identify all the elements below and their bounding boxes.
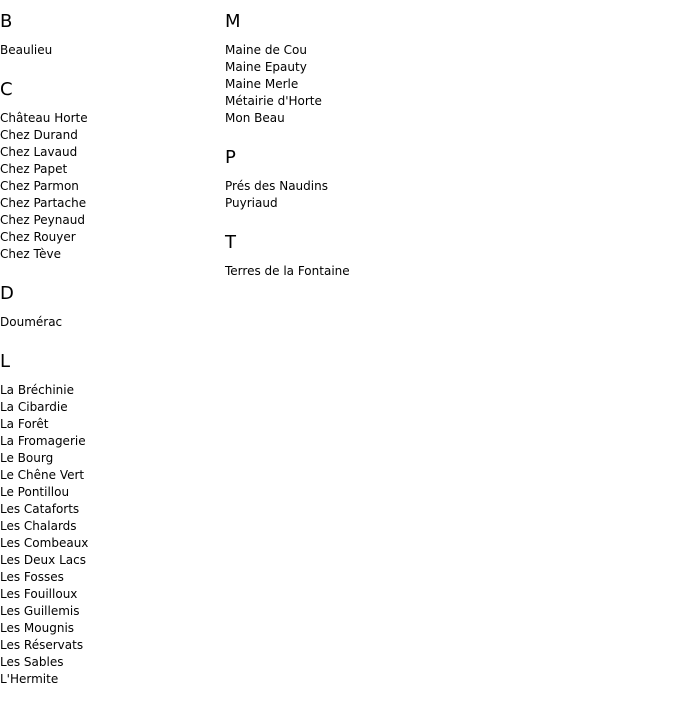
place-name: Château Horte: [0, 111, 88, 125]
place-name: Métairie d'Horte: [225, 94, 322, 108]
section-letter-heading: T: [225, 232, 236, 253]
place-list: [0, 382, 88, 688]
place-list: [225, 263, 350, 280]
index-column-right: [225, 0, 350, 280]
place-name: Chez Partache: [0, 196, 87, 210]
section-letter-heading: C: [0, 79, 13, 100]
place-name: Maine Epauty: [225, 60, 307, 74]
place-name: Chez Tève: [0, 247, 61, 261]
place-name: Les Sables: [0, 655, 64, 669]
place-name: Le Pontillou: [0, 485, 70, 499]
place-name: Les Guillemis: [0, 604, 80, 618]
place-name: Mon Beau: [225, 111, 285, 125]
letter-section-l: [0, 351, 88, 688]
place-name: Le Bourg: [0, 451, 54, 465]
letter-section-c: [0, 79, 88, 263]
place-name: Prés des Naudins: [225, 179, 328, 193]
place-list: [0, 314, 88, 331]
place-name: Maine de Cou: [225, 43, 307, 57]
place-name: La Cibardie: [0, 400, 68, 414]
section-letter-heading: B: [0, 11, 13, 32]
place-name: Les Combeaux: [0, 536, 89, 550]
letter-section-d: [0, 283, 88, 331]
section-letter-heading: P: [225, 147, 236, 168]
section-letter-heading: L: [0, 351, 11, 372]
place-name: Les Réservats: [0, 638, 84, 652]
place-name: Beaulieu: [0, 43, 53, 57]
index-column-left: [0, 0, 88, 688]
place-name: Maine Merle: [225, 77, 299, 91]
place-name: Chez Rouyer: [0, 230, 76, 244]
place-name: Les Fosses: [0, 570, 64, 584]
place-name: La Bréchinie: [0, 383, 74, 397]
place-name: Terres de la Fontaine: [225, 264, 350, 278]
place-list: [0, 110, 88, 263]
letter-section-b: [0, 11, 88, 59]
place-name: Les Cataforts: [0, 502, 80, 516]
place-list: [0, 42, 88, 59]
place-name: L'Hermite: [0, 672, 59, 686]
section-letter-heading: D: [0, 283, 14, 304]
place-name: Les Fouilloux: [0, 587, 78, 601]
letter-section-p: [225, 147, 350, 212]
place-name: Chez Durand: [0, 128, 78, 142]
place-name: Doumérac: [0, 315, 63, 329]
place-name: Les Deux Lacs: [0, 553, 86, 567]
place-name: Les Chalards: [0, 519, 77, 533]
place-name: Chez Lavaud: [0, 145, 78, 159]
place-name: Le Chêne Vert: [0, 468, 85, 482]
place-list: [225, 178, 350, 212]
section-letter-heading: M: [225, 11, 241, 32]
place-name: Les Mougnis: [0, 621, 75, 635]
place-name: La Forêt: [0, 417, 49, 431]
place-name: Chez Parmon: [0, 179, 79, 193]
place-list: [225, 42, 350, 127]
letter-section-t: [225, 232, 350, 280]
place-name: Chez Peynaud: [0, 213, 85, 227]
place-name: Chez Papet: [0, 162, 68, 176]
place-name: La Fromagerie: [0, 434, 86, 448]
place-name: Puyriaud: [225, 196, 278, 210]
letter-section-m: [225, 11, 350, 127]
